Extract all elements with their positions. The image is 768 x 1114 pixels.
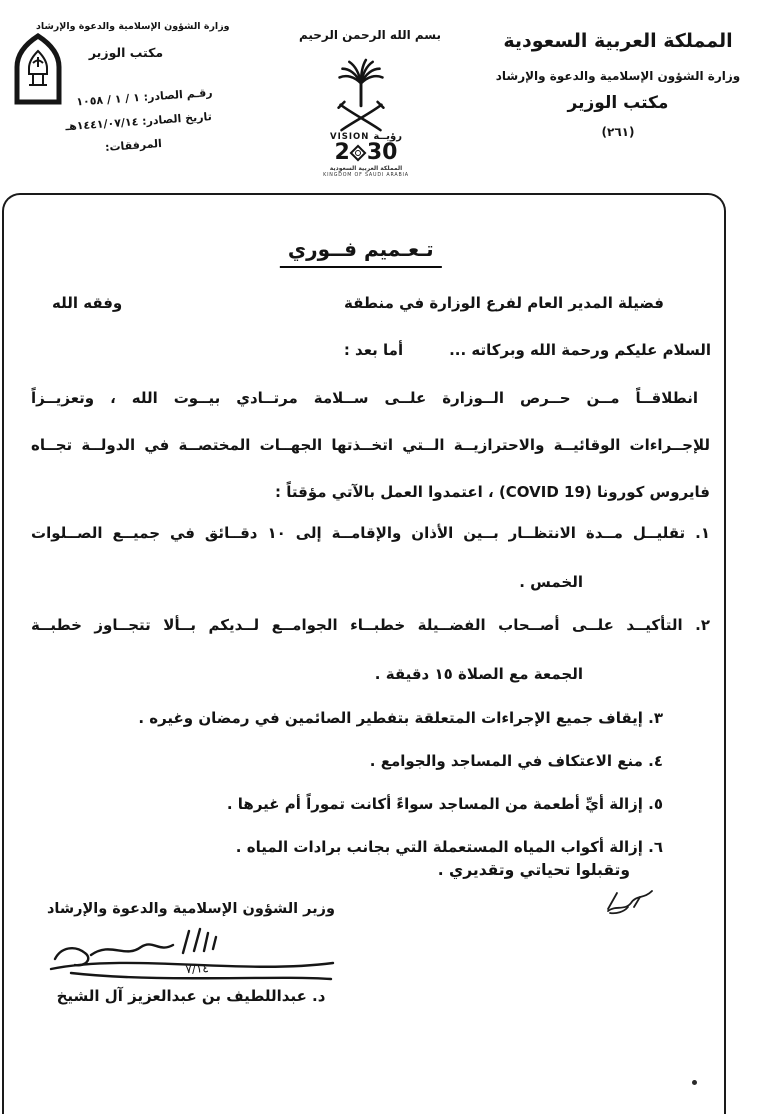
- vision-year-left: 2: [334, 140, 350, 165]
- addressee-blessing: وفقه الله: [52, 294, 123, 312]
- minister-title: وزير الشؤون الإسلامية والدعوة والإرشاد: [46, 901, 336, 917]
- closing-salutation: وتقبلوا تحياتي وتقديري .: [437, 861, 630, 879]
- bismillah-calligraphy: بسم الله الرحمن الرحيم: [298, 28, 442, 42]
- list-item: ٤. منع الاعتكاف في المساجد والجوامع .: [369, 752, 663, 770]
- vision-rosette-icon: [351, 146, 366, 161]
- signature-block: [36, 901, 346, 1005]
- list-item: ٦. إزالة أكواب المياه المستعملة التي بجانب برادات المياه .: [235, 838, 663, 856]
- addressee-line: [52, 294, 664, 312]
- letter-frame: [2, 193, 726, 1114]
- vision-word-ar: رؤيــة: [373, 131, 402, 142]
- list-item: ٢. التأكيــد علــى أصــحاب الفضــيلة خطبــاء الجوامــع لــديكم بــألا تتجــاوز خطبــة: [31, 616, 710, 634]
- form-code: (٢٦١): [601, 125, 635, 139]
- header-right-block: [494, 30, 742, 139]
- paragraph-line: انطلاقــاً مــن حــرص الــوزارة علــى ســلامة مرتــادي بيــوت الله ، وتعزيــزاً: [31, 389, 698, 407]
- list-item-continuation: الجمعة مع الصلاة ١٥ دقيقة .: [374, 665, 583, 683]
- list-item: ١. تقليــل مــدة الانتظــار بــين الأذان والإقامــة إلى ١٠ دقــائق في جميــع الصــلوات: [31, 524, 710, 542]
- attachments-field: المرفقات:: [104, 137, 163, 154]
- palm-and-swords-emblem-icon: [336, 57, 386, 135]
- list-item: ٥. إزالة أيِّ أطعمة من المساجد سواءً أكانت تموراً أم غيرها .: [226, 795, 663, 813]
- minister-name: د. عبداللطيف بن عبدالعزيز آل الشيخ: [56, 987, 326, 1005]
- ministry-calligraphy: وزارة الشؤون الإسلامية والدعوة والإرشاد: [495, 69, 741, 83]
- paragraph-line: للإجــراءات الوقائيــة والاحترازيــة الــتي اتخــذتها الجهــات المختصــة في الدولــة تجــاه: [31, 436, 710, 454]
- salam-text: السلام عليكم ورحمة الله وبركاته ...: [449, 341, 711, 359]
- vision-year-right: 30: [366, 140, 398, 165]
- vision-ksa-english: KINGDOM OF SAUDI ARABIA: [323, 173, 409, 178]
- vision-2030-logo: [320, 131, 412, 178]
- intro-paragraph: [31, 383, 710, 524]
- addressee-text: فضيلة المدير العام لفرع الوزارة في منطقة: [344, 294, 664, 312]
- handwritten-initials-icon: [584, 885, 662, 917]
- outgoing-date-field: تاريخ الصادر: ١٤٤١/٠٧/١٤هـ: [65, 110, 213, 134]
- header-left-ministry-name: وزارة الشؤون الإسلامية والدعوة والإرشاد: [36, 21, 230, 32]
- signature-date-numbers: ٧/١٤: [185, 961, 210, 977]
- ministry-emblem-icon: [12, 33, 64, 105]
- instructions-list: [31, 518, 710, 875]
- outgoing-number-field: رقـم الصادر: ١ / ١ / ١٠٥٨: [75, 86, 213, 109]
- vision-word-en: VISION: [329, 131, 370, 142]
- greeting-line: [344, 341, 711, 359]
- vision-ksa-arabic: المملكة العربية السعودية: [329, 165, 403, 172]
- scan-ink-dot: [692, 1080, 697, 1085]
- list-item: ٣. إيقاف جميع الإجراءات المتعلقة بتفطير الصائمين في رمضان وغيره .: [138, 709, 663, 727]
- amma-baad-text: أما بعد :: [343, 341, 404, 359]
- list-item-continuation: الخمس .: [519, 573, 583, 591]
- minister-office-calligraphy: مكتب الوزير: [567, 93, 669, 113]
- minister-signature-icon: [41, 919, 341, 981]
- kingdom-calligraphy: المملكة العربية السعودية: [503, 30, 733, 52]
- circular-title: تـعـميم فــوري: [280, 237, 442, 268]
- paragraph-line: فايروس كورونا (COVID 19) ، اعتمدوا العمل بالآتي مؤقتاً :: [275, 483, 710, 501]
- header-left-office-name: مكتب الوزير: [88, 45, 164, 60]
